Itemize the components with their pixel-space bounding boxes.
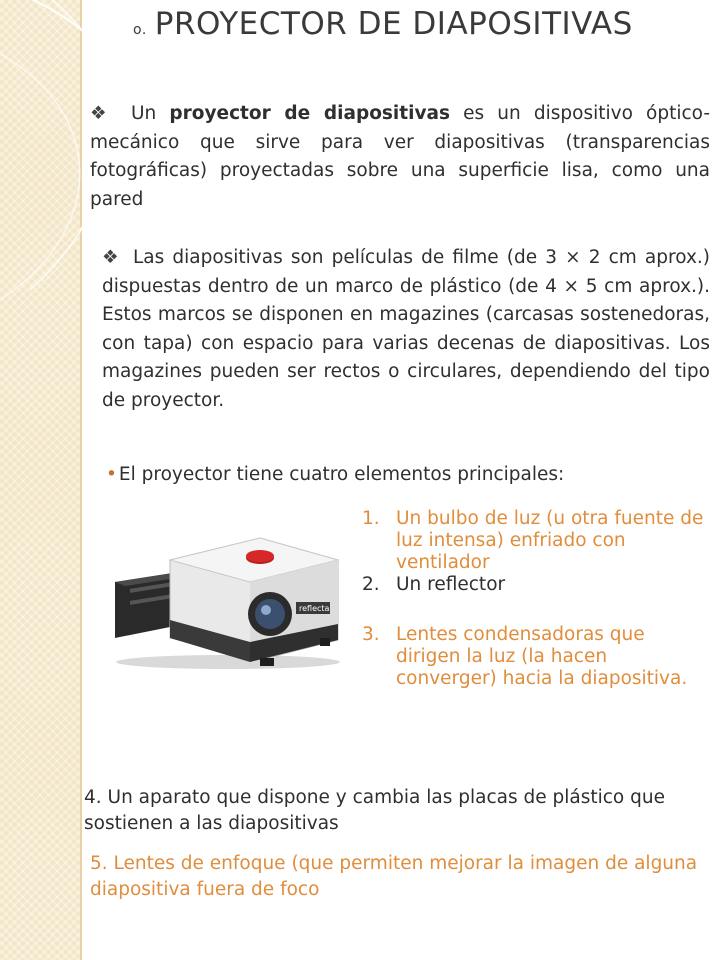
- title-text: PROYECTOR DE DIAPOSITIVAS: [154, 6, 633, 42]
- intro-text: El proyector tiene cuatro elementos principales:: [118, 464, 565, 485]
- title-number: o.: [133, 22, 147, 38]
- elements-list: [362, 508, 712, 690]
- paragraph2-text: Las diapositivas son películas de filme (de 3 × 2 cm aprox.) dispuestas dentro de un marco de plástico (de 4 × 5 cm aprox.). Estos marcos se disponen en magazines (carcasas sostenedoras, con tapa) con espacio para varias decenas de diapositivas. Los magazines pueden ser rectos o circulares, dependiendo del tipo de proyector.: [102, 247, 710, 411]
- paragraph-slides: [102, 244, 710, 415]
- list-item: [362, 508, 712, 574]
- paragraph1-after: es un dispositivo óptico-mecánico que sirve para ver diapositivas (transparencias fotográficas) proyectadas sobre una superficie lisa, como una pared: [90, 103, 711, 210]
- decorative-left-band: [0, 0, 80, 960]
- item-4-text: 4. Un aparato que dispone y cambia las placas de plástico que sostienen a las diapositivas: [84, 787, 665, 834]
- diamond-bullet-icon: ❖: [102, 247, 121, 268]
- list-item-text: Un bulbo de luz (u otra fuente de luz intensa) enfriado con ventilador: [396, 508, 704, 573]
- projector-image: [110, 520, 345, 670]
- list-item-number: 1.: [362, 508, 380, 529]
- list-item-number: 2.: [362, 574, 380, 595]
- dot-bullet-icon: •: [106, 464, 117, 485]
- item-5-text: 5. Lentes de enfoque (que permiten mejorar la imagen de alguna diapositiva fuera de foco: [90, 853, 698, 900]
- band-edge-line: [80, 0, 82, 960]
- diamond-bullet-icon: ❖: [90, 103, 114, 124]
- paragraph1-before: Un: [130, 103, 170, 124]
- list-item: [362, 624, 712, 690]
- paragraph1-bold: proyector de diapositivas: [169, 103, 451, 124]
- elements-intro: [106, 464, 716, 485]
- list-item-text: Lentes condensadoras que dirigen la luz (la hacen converger) hacia la diapositiva.: [396, 624, 688, 689]
- projector-brand-label: reflecta: [299, 604, 330, 613]
- paragraph-definition: [90, 100, 710, 214]
- list-item-number: 3.: [362, 624, 380, 645]
- list-item-text: Un reflector: [396, 574, 506, 595]
- list-item: [362, 574, 712, 596]
- page-title: [133, 6, 713, 42]
